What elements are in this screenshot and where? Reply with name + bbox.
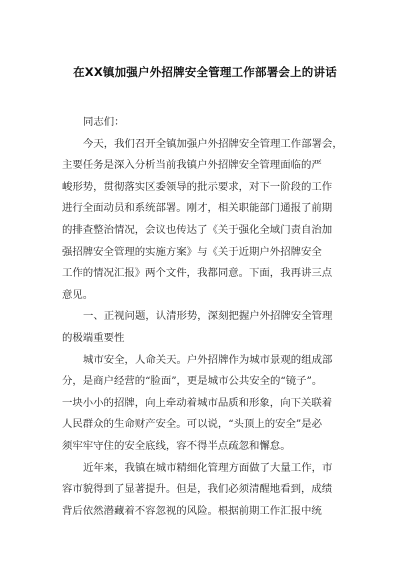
paragraph-line: 背后依然潜藏着不容忽视的风险。根据前期工作汇报中统 (62, 504, 322, 517)
paragraph-line: 分，是商户经营的“脸面”，更是城市公共安全的“镜子”。 (62, 375, 323, 388)
paragraph-line: 近年来，我镇在城市精细化管理方面做了大量工作，市 (83, 461, 333, 474)
paragraph-line: 的排查整治情况，会议也传达了《关于强化全域门责自治加 (62, 223, 333, 236)
section-heading-line: 的极端重要性 (62, 331, 125, 344)
paragraph-line: 强招牌安全管理的实施方案》与《关于近期户外招牌安全 (62, 245, 322, 258)
paragraph-line: 人民群众的生命财产安全。可以说，“头顶上的安全”是必 (62, 418, 322, 431)
document-title: 在XX镇加强户外招牌安全管理工作部署会上的讲话 (73, 65, 337, 79)
paragraph-line: 主要任务是深入分析当前我镇户外招牌安全管理面临的严 (62, 159, 322, 172)
section-heading-line: 一、正视问题，认清形势，深刻把握户外招牌安全管理 (83, 310, 333, 323)
paragraph-line: 须牢牢守住的安全底线，容不得半点疏忽和懈怠。 (62, 439, 291, 452)
paragraph-line: 峻形势，贯彻落实区委领导的批示要求，对下一阶段的工作 (62, 180, 333, 193)
paragraph-line: 容市貌得到了显著提升。但是，我们必须清醒地看到，成绩 (62, 483, 333, 496)
paragraph-line: 工作的情况汇报》两个文件，我都同意。下面，我再讲三点 (62, 267, 333, 280)
paragraph-line: 进行全面动员和系统部署。刚才，相关职能部门通报了前期 (62, 202, 333, 215)
paragraph-line: 今天，我们召开全镇加强户外招牌安全管理工作部署会， (83, 137, 343, 150)
paragraph-line: 城市安全，人命关天。户外招牌作为城市景观的组成部 (83, 353, 333, 366)
salutation: 同志们： (83, 116, 125, 128)
document-body (62, 112, 358, 522)
paragraph-line: 一块小小的招牌，向上牵动着城市品质和形象，向下关联着 (62, 396, 333, 409)
paragraph-line: 意见。 (62, 288, 94, 301)
